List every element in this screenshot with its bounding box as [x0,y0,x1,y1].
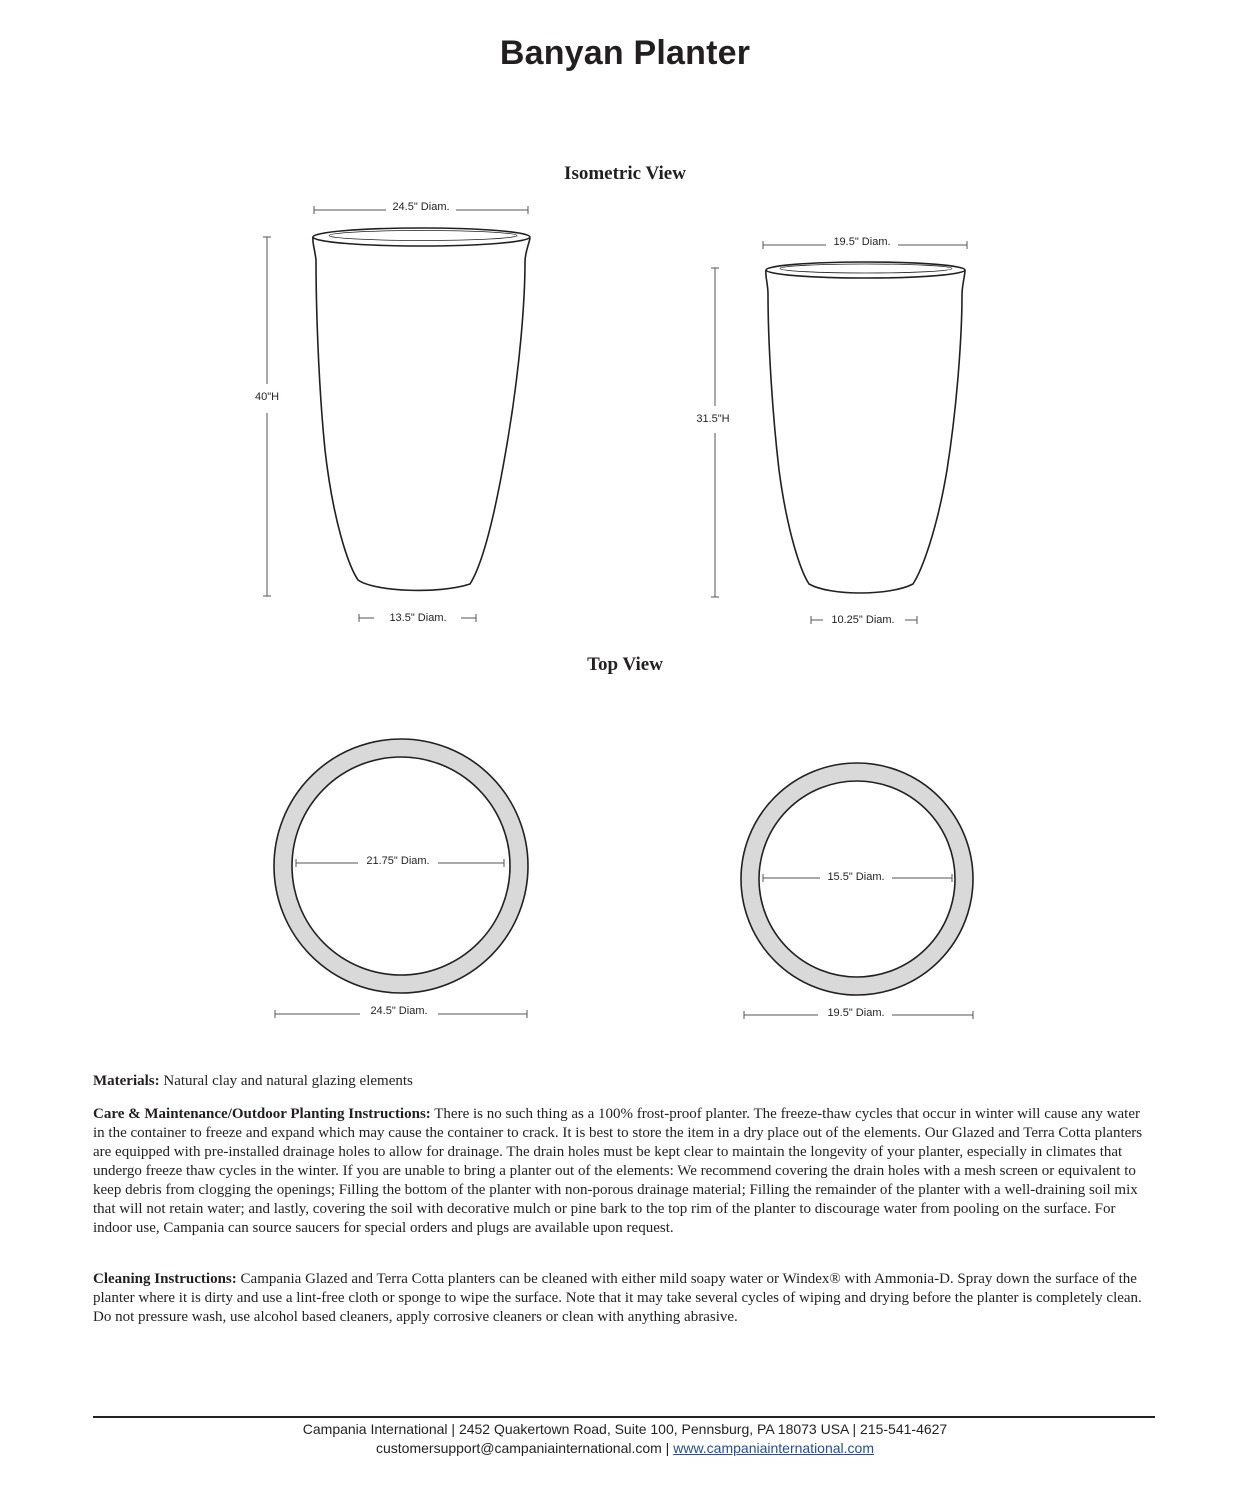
large-height-label: 40"H [254,391,280,403]
footer-divider [93,1416,1155,1418]
small-inner-diameter-label: 15.5" Diam. [827,871,885,883]
footer-address: Campania International | 2452 Quakertown Road, Suite 100, Pennsburg, PA 18073 USA | 215-541-4627 [302,1421,948,1437]
small-top-diameter-label: 19.5" Diam. [833,236,891,248]
large-bottom-diameter-label: 13.5" Diam. [389,612,447,624]
footer-website-link[interactable]: www.campaniainternational.com [673,1440,874,1456]
large-inner-diameter-label: 21.75" Diam. [366,855,430,867]
top-view-heading: Top View [587,654,663,675]
care-paragraph [93,1105,1155,1238]
footer-separator: | [661,1440,674,1456]
large-outer-diameter-label: 24.5" Diam. [370,1005,428,1017]
cleaning-text: Campania Glazed and Terra Cotta planters can be cleaned with either mild soapy water or Windex® with Ammonia-D. Spray down the surface of the planter where it is dirty and use a lint-free cloth or sponge to wipe the surface. Note that it may take several cycles of wiping and drying before the planter is completely clean. Do not pressure wash, use alcohol based cleaners, apply corrosive cleaners or clean with anything abrasive. [93,1271,1142,1325]
page-title: Banyan Planter [499,34,751,72]
large-planter-top-view [274,739,528,1018]
footer-email[interactable]: customersupport@campaniainternational.com [376,1440,662,1456]
small-bottom-diameter-label: 10.25" Diam. [831,614,895,626]
large-top-diameter-label: 24.5" Diam. [392,201,450,213]
cleaning-paragraph [93,1270,1155,1327]
materials-text: Natural clay and natural glazing elements [159,1073,413,1089]
small-outer-diameter-label: 19.5" Diam. [827,1007,885,1019]
footer-contact [0,1440,1250,1456]
care-label: Care & Maintenance/Outdoor Planting Instructions: [93,1106,431,1122]
large-height-dimension-line [263,237,271,596]
materials-paragraph [93,1072,1155,1091]
small-height-label: 31.5"H [696,413,730,425]
small-height-dimension-line [711,268,719,597]
large-planter-isometric [263,206,530,622]
small-planter-isometric [711,241,967,624]
cleaning-label: Cleaning Instructions: [93,1271,237,1287]
isometric-view-heading: Isometric View [564,163,686,184]
care-text: There is no such thing as a 100% frost-proof planter. The freeze-thaw cycles that occur in winter will cause any water in the container to freeze and expand which may cause the container to crack. It is best to store the item in a dry place out of the elements. Our Glazed and Terra Cotta planters are equipped with pre-installed drainage holes to allow for drainage. The drain holes must be kept clear to maintain the longevity of your planter, especially in climates that undergo freeze thaw cycles in the winter. If you are unable to bring a planter out of the elements: We recommend covering the drain holes with a mesh screen or equivalent to keep debris from clogging the openings; Filling the bottom of the planter with non-porous drainage material; Filling the remainder of the planter with a well-draining soil mix that will not retain water; and lastly, covering the soil with decorative mulch or pine bark to the top rim of the planter to discourage water from pooling on the surface. For indoor use, Campania can source saucers for special orders and plugs are available upon request. [93,1106,1143,1236]
small-planter-top-view [741,763,973,1019]
materials-label: Materials: [93,1073,160,1089]
